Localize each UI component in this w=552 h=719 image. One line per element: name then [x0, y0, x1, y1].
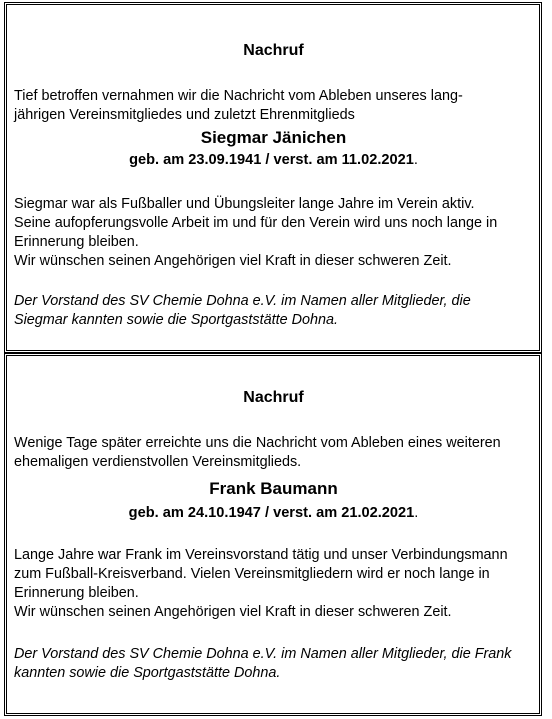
body-line: Lange Jahre war Frank im Vereinsvorstand tätig und unser Verbindungsmann	[14, 547, 508, 563]
life-dates-suffix: .	[413, 152, 418, 168]
body-line: Erinnerung bleiben.	[14, 234, 139, 250]
notice-title: Nachruf	[243, 389, 304, 406]
intro-line: jährigen Vereinsmitgliedes und zuletzt Ehrenmitglieds	[14, 107, 355, 123]
body-paragraph	[14, 546, 533, 622]
signature-line: Der Vorstand des SV Chemie Dohna e.V. im Namen aller Mitglieder, die Frank	[14, 646, 512, 662]
intro-line: Tief betroffen vernahmen wir die Nachricht vom Ableben unseres lang-	[14, 88, 463, 104]
obituary-notice-frank	[4, 353, 542, 716]
signature-line: kannten sowie die Sportgaststätte Dohna.	[14, 665, 281, 681]
life-dates-text: geb. am 24.10.1947 / verst. am 21.02.2021	[128, 505, 415, 521]
body-line: Wir wünschen seinen Angehörigen viel Kraft in dieser schweren Zeit.	[14, 253, 452, 269]
life-dates	[14, 504, 533, 523]
life-dates-text: geb. am 23.09.1941 / verst. am 11.02.2021	[129, 152, 414, 168]
deceased-name: Frank Baumann	[209, 479, 338, 498]
body-line: Seine aufopferungsvolle Arbeit im und für den Verein wird uns noch lange in	[14, 215, 498, 231]
signature-line: Der Vorstand des SV Chemie Dohna e.V. im Namen aller Mitglieder, die	[14, 293, 471, 309]
body-line: zum Fußball-Kreisverband. Vielen Vereinsmitgliedern wird er noch lange in	[14, 566, 490, 582]
intro-line: Wenige Tage später erreichte uns die Nachricht vom Ableben eines weiteren	[14, 435, 501, 451]
life-dates-suffix: .	[414, 505, 419, 521]
intro-line: ehemaligen verdienstvollen Vereinsmitglieds.	[14, 454, 302, 470]
life-dates	[14, 151, 533, 170]
body-line: Erinnerung bleiben.	[14, 585, 139, 601]
deceased-name: Siegmar Jänichen	[200, 128, 347, 147]
signature-paragraph	[14, 292, 533, 330]
notice-title: Nachruf	[243, 42, 304, 59]
body-paragraph	[14, 195, 533, 271]
intro-paragraph	[14, 434, 533, 472]
intro-paragraph	[14, 87, 533, 125]
signature-paragraph	[14, 645, 533, 683]
body-line: Siegmar war als Fußballer und Übungsleiter lange Jahre im Verein aktiv.	[14, 196, 475, 212]
body-line: Wir wünschen seinen Angehörigen viel Kraft in dieser schweren Zeit.	[14, 604, 452, 620]
obituary-notice-siegmar	[4, 2, 542, 353]
signature-line: Siegmar kannten sowie die Sportgaststätte Dohna.	[14, 312, 338, 328]
